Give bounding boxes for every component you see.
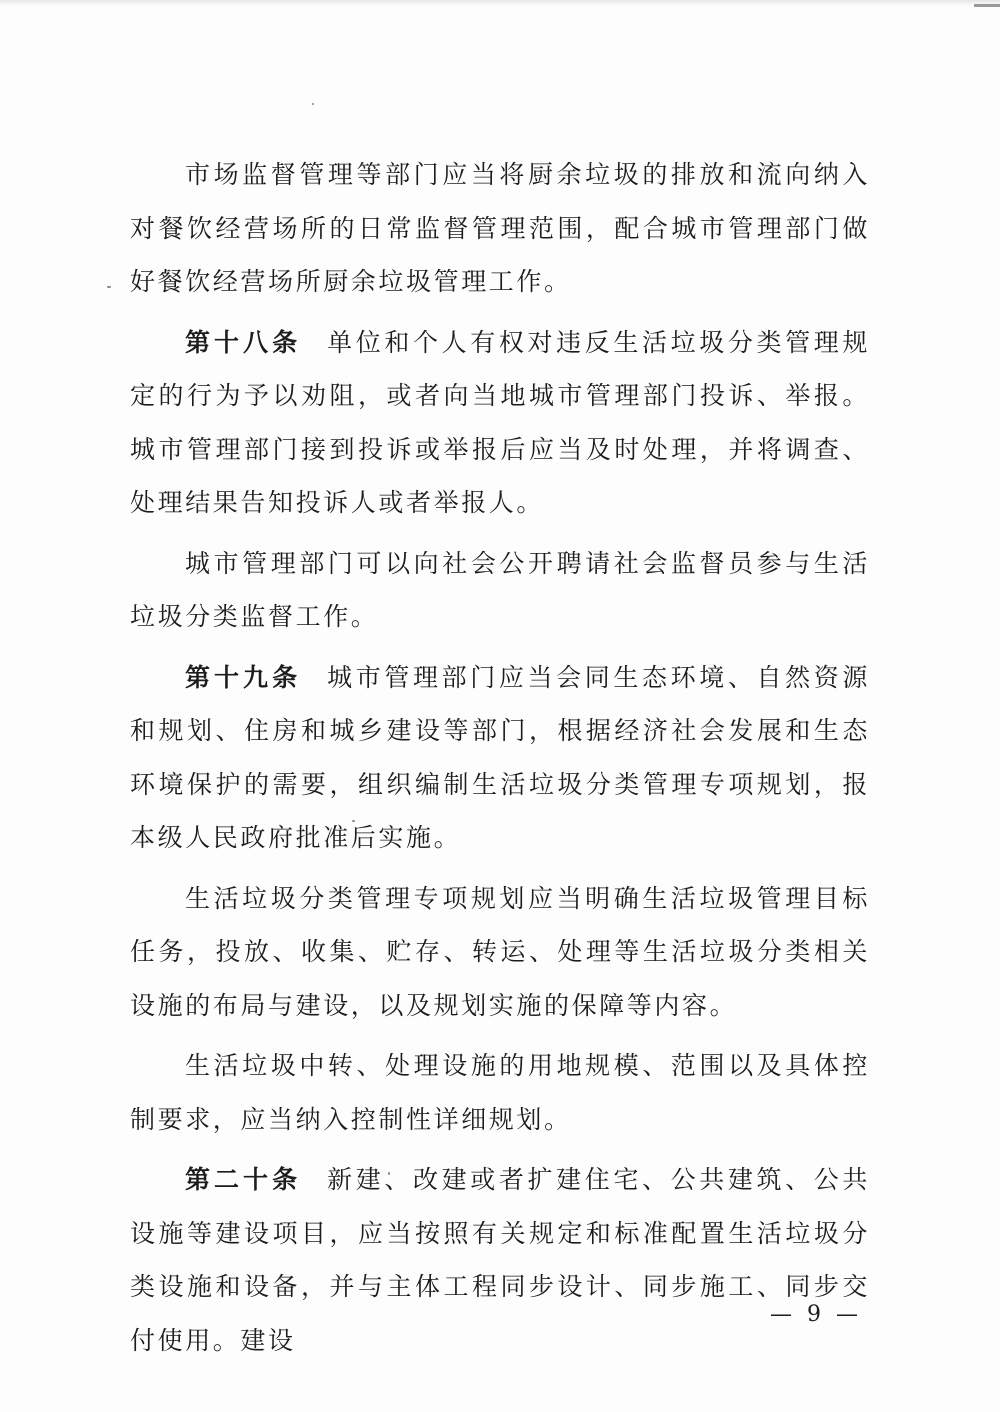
paragraph-social-supervisors — [130, 537, 870, 644]
scan-speck — [312, 103, 314, 105]
article-20 — [130, 1153, 870, 1367]
article-19 — [130, 651, 870, 865]
paragraph-market-supervision — [130, 148, 870, 309]
paragraph-text: 生活垃圾分类管理专项规划应当明确生活垃圾管理目标任务，投放、收集、贮存、转运、处理等生活垃圾分类相关设施的布局与建设，以及规划实施的保障等内容。 — [130, 883, 870, 1020]
article-number: 第十九条 — [185, 662, 302, 692]
paragraph-text: 城市管理部门可以向社会公开聘请社会监督员参与生活垃圾分类监督工作。 — [130, 548, 870, 631]
paragraph-text: 单位和个人有权对违反生活垃圾分类管理规定的行为予以劝阻，或者向当地城市管理部门投诉、举报。城市管理部门接到投诉或举报后应当及时处理，并将调查、处理结果告知投诉人或者举报人。 — [130, 327, 870, 517]
paragraph-special-plan — [130, 872, 870, 1033]
scan-mark — [974, 4, 1000, 7]
document-body — [130, 148, 870, 1374]
paragraph-text: 城市管理部门应当会同生态环境、自然资源和规划、住房和城乡建设等部门，根据经济社会发展和生态环境保护的需要，组织编制生活垃圾分类管理专项规划，报本级人民政府批准后实施。 — [130, 662, 870, 852]
scan-edge — [0, 0, 1000, 6]
paragraph-text: 生活垃圾中转、处理设施的用地规模、范围以及具体控制要求，应当纳入控制性详细规划。 — [130, 1051, 870, 1134]
paragraph-text: 新建、改建或者扩建住宅、公共建筑、公共设施等建设项目，应当按照有关规定和标准配置生活垃圾分类设施和设备，并与主体工程同步设计、同步施工、同步交付使用。建设 — [130, 1165, 870, 1355]
article-number: 第十八条 — [185, 327, 302, 357]
page-number: — 9 — — [770, 1302, 862, 1327]
article-number: 第二十条 — [185, 1165, 302, 1194]
paragraph-text: 市场监督管理等部门应当将厨余垃圾的排放和流向纳入对餐饮经营场所的日常监督管理范围，配合城市管理部门做好餐饮经营场所厨余垃圾管理工作。 — [130, 160, 870, 296]
paragraph-land-use — [130, 1039, 870, 1146]
article-18 — [130, 316, 870, 530]
scan-speck — [107, 286, 111, 288]
